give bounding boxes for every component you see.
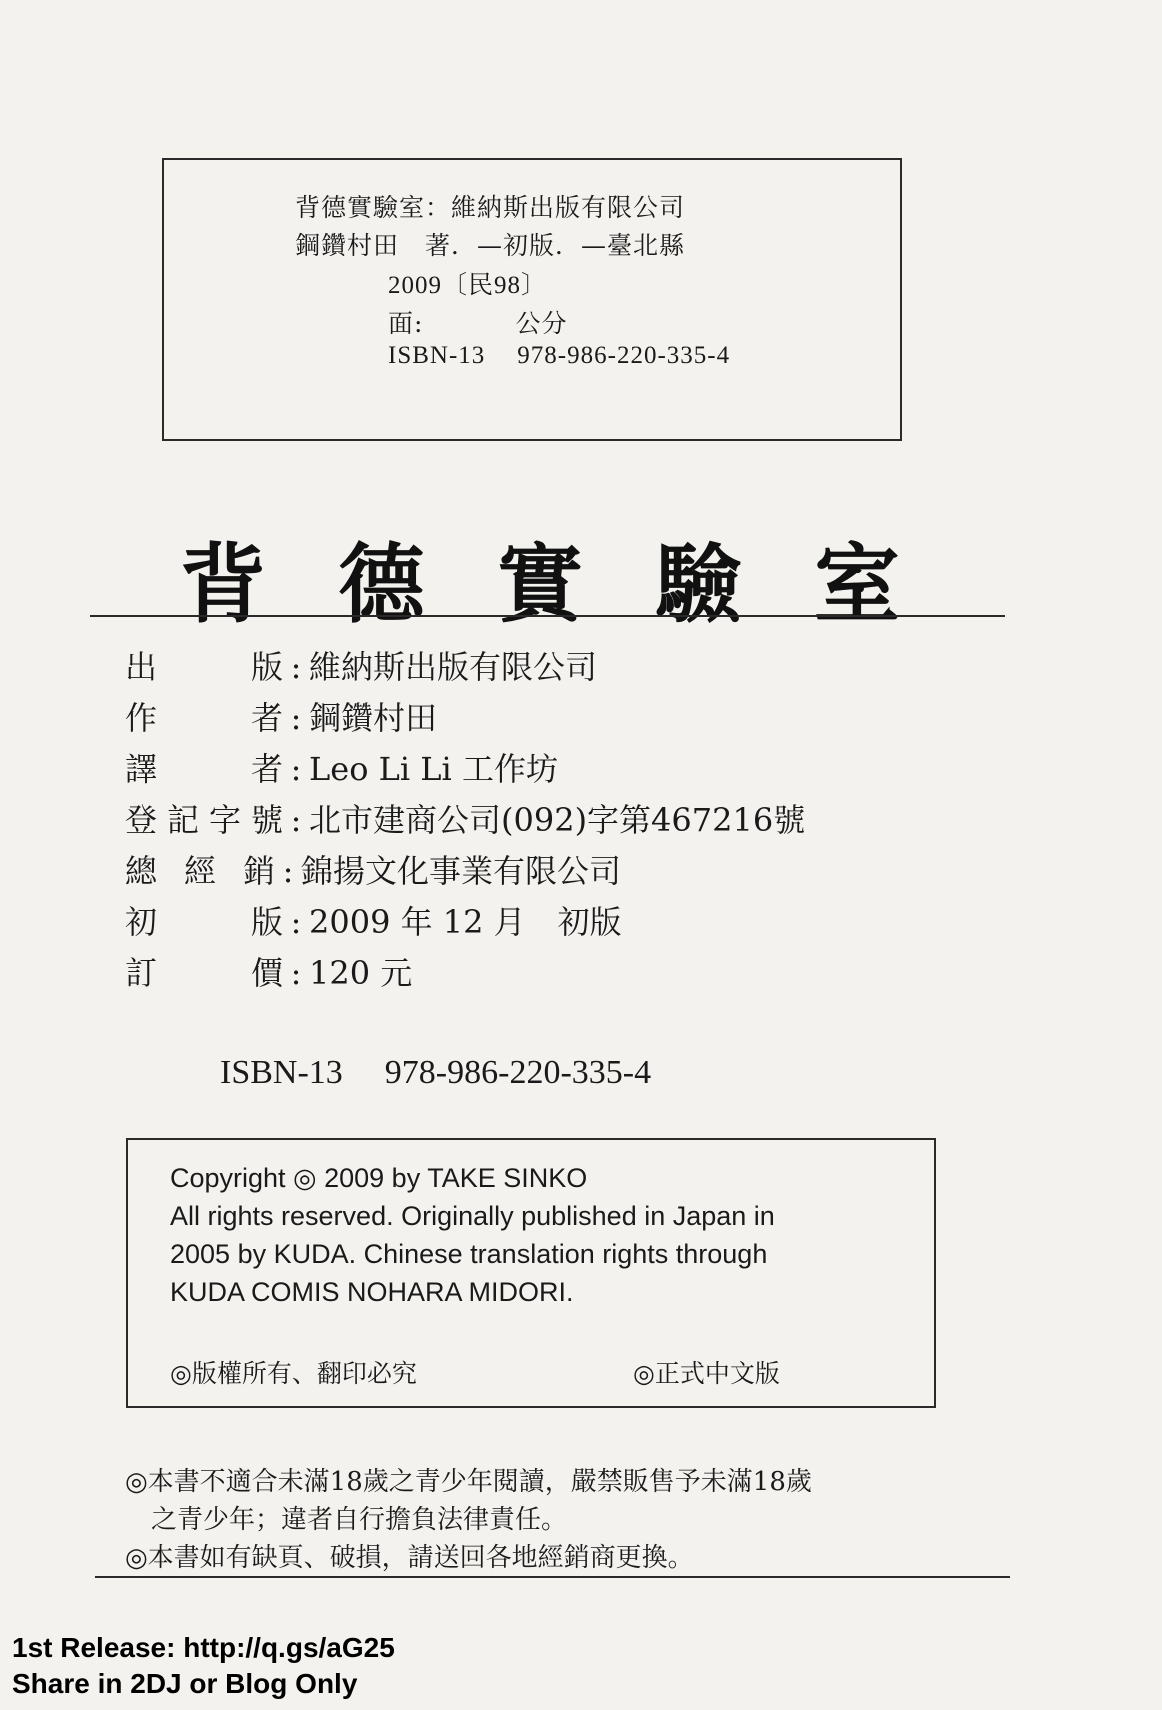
title-rule: [90, 615, 1005, 617]
info-author: 作 者 : 鋼鑽村田: [125, 693, 437, 739]
info-value: 錦揚文化事業有限公司: [301, 852, 622, 890]
copyright-line: Copyright ◎ 2009 by TAKE SINKO: [170, 1163, 588, 1193]
cip-line-2: 鋼鑽村田 著．—初版．—臺北縣: [295, 231, 686, 260]
cip-isbn-label: ISBN-13: [388, 342, 486, 369]
info-price: 訂 價 : 120 元: [125, 948, 412, 994]
copyright-line: KUDA COMIS NOHARA MIDORI.: [170, 1277, 574, 1307]
isbn: [220, 1054, 651, 1092]
title-char: 背: [180, 534, 266, 635]
info-label: 登 記 字 號: [125, 801, 283, 839]
info-label: 出 版: [125, 648, 283, 686]
release-line-1: 1st Release: http://q.gs/aG25: [12, 1632, 395, 1663]
cip-dimension-unit: 公分: [515, 309, 568, 338]
info-value: 維納斯出版有限公司: [309, 648, 598, 686]
info-value: 2009 年 12 月 初版: [309, 903, 622, 941]
book-title: [180, 515, 900, 639]
info-registration: 登 記 字 號 : 北市建商公司(092)字第467216號: [125, 795, 805, 841]
info-label: 作 者: [125, 699, 283, 737]
info-translator: 譯 者 : Leo Li Li 工作坊: [125, 744, 558, 790]
title-char: 德: [338, 534, 425, 635]
cip-isbn: [388, 342, 730, 370]
copyright-line: All rights reserved. Originally published in Japan in: [170, 1201, 775, 1231]
cip-line-3: 2009〔民98〕: [388, 272, 548, 299]
info-edition: 初 版 : 2009 年 12 月 初版: [125, 897, 622, 943]
cip-isbn-value: 978-986-220-335-4: [517, 342, 731, 369]
cip-line-4: [388, 304, 567, 340]
info-value: 鋼鑽村田: [309, 699, 438, 737]
cip-dimension-label: 面:: [388, 309, 424, 338]
title-char: 室: [814, 534, 900, 635]
info-label: 初 版: [125, 903, 283, 941]
info-value: 北市建商公司(092)字第467216號: [309, 801, 806, 839]
info-label: 譯 者: [125, 750, 283, 788]
defect-notice: ◎本書如有缺頁、破損，請送回各地經銷商更換。: [125, 1543, 694, 1573]
official-edition-mark: ◎正式中文版: [633, 1359, 780, 1388]
info-label: 總 經 銷: [125, 852, 275, 890]
info-label: 訂 價: [125, 954, 283, 992]
title-char: 驗: [655, 534, 742, 635]
age-notice-cont: 之青少年；違者自行擔負法律責任。: [125, 1505, 568, 1535]
info-value: Leo Li Li 工作坊: [309, 750, 558, 788]
bottom-rule: [95, 1576, 1010, 1578]
info-value: 120 元: [309, 954, 413, 992]
isbn-value: 978-986-220-335-4: [384, 1054, 652, 1091]
isbn-label: ISBN-13: [220, 1054, 343, 1091]
cip-line-1: 背德實驗室：維納斯出版有限公司: [295, 193, 686, 222]
copyright-line: 2005 by KUDA. Chinese translation rights through: [170, 1239, 768, 1269]
rights-reserved-mark: ◎版權所有、翻印必究: [170, 1359, 417, 1388]
release-line-2: Share in 2DJ or Blog Only: [12, 1668, 358, 1699]
info-publisher: 出 版 : 維納斯出版有限公司: [125, 642, 597, 688]
title-char: 實: [497, 534, 583, 635]
info-distributor: 總 經 銷 : 錦揚文化事業有限公司: [125, 846, 621, 892]
age-notice: ◎本書不適合未滿18歲之青少年閱讀，嚴禁販售予未滿18歲: [125, 1467, 812, 1497]
